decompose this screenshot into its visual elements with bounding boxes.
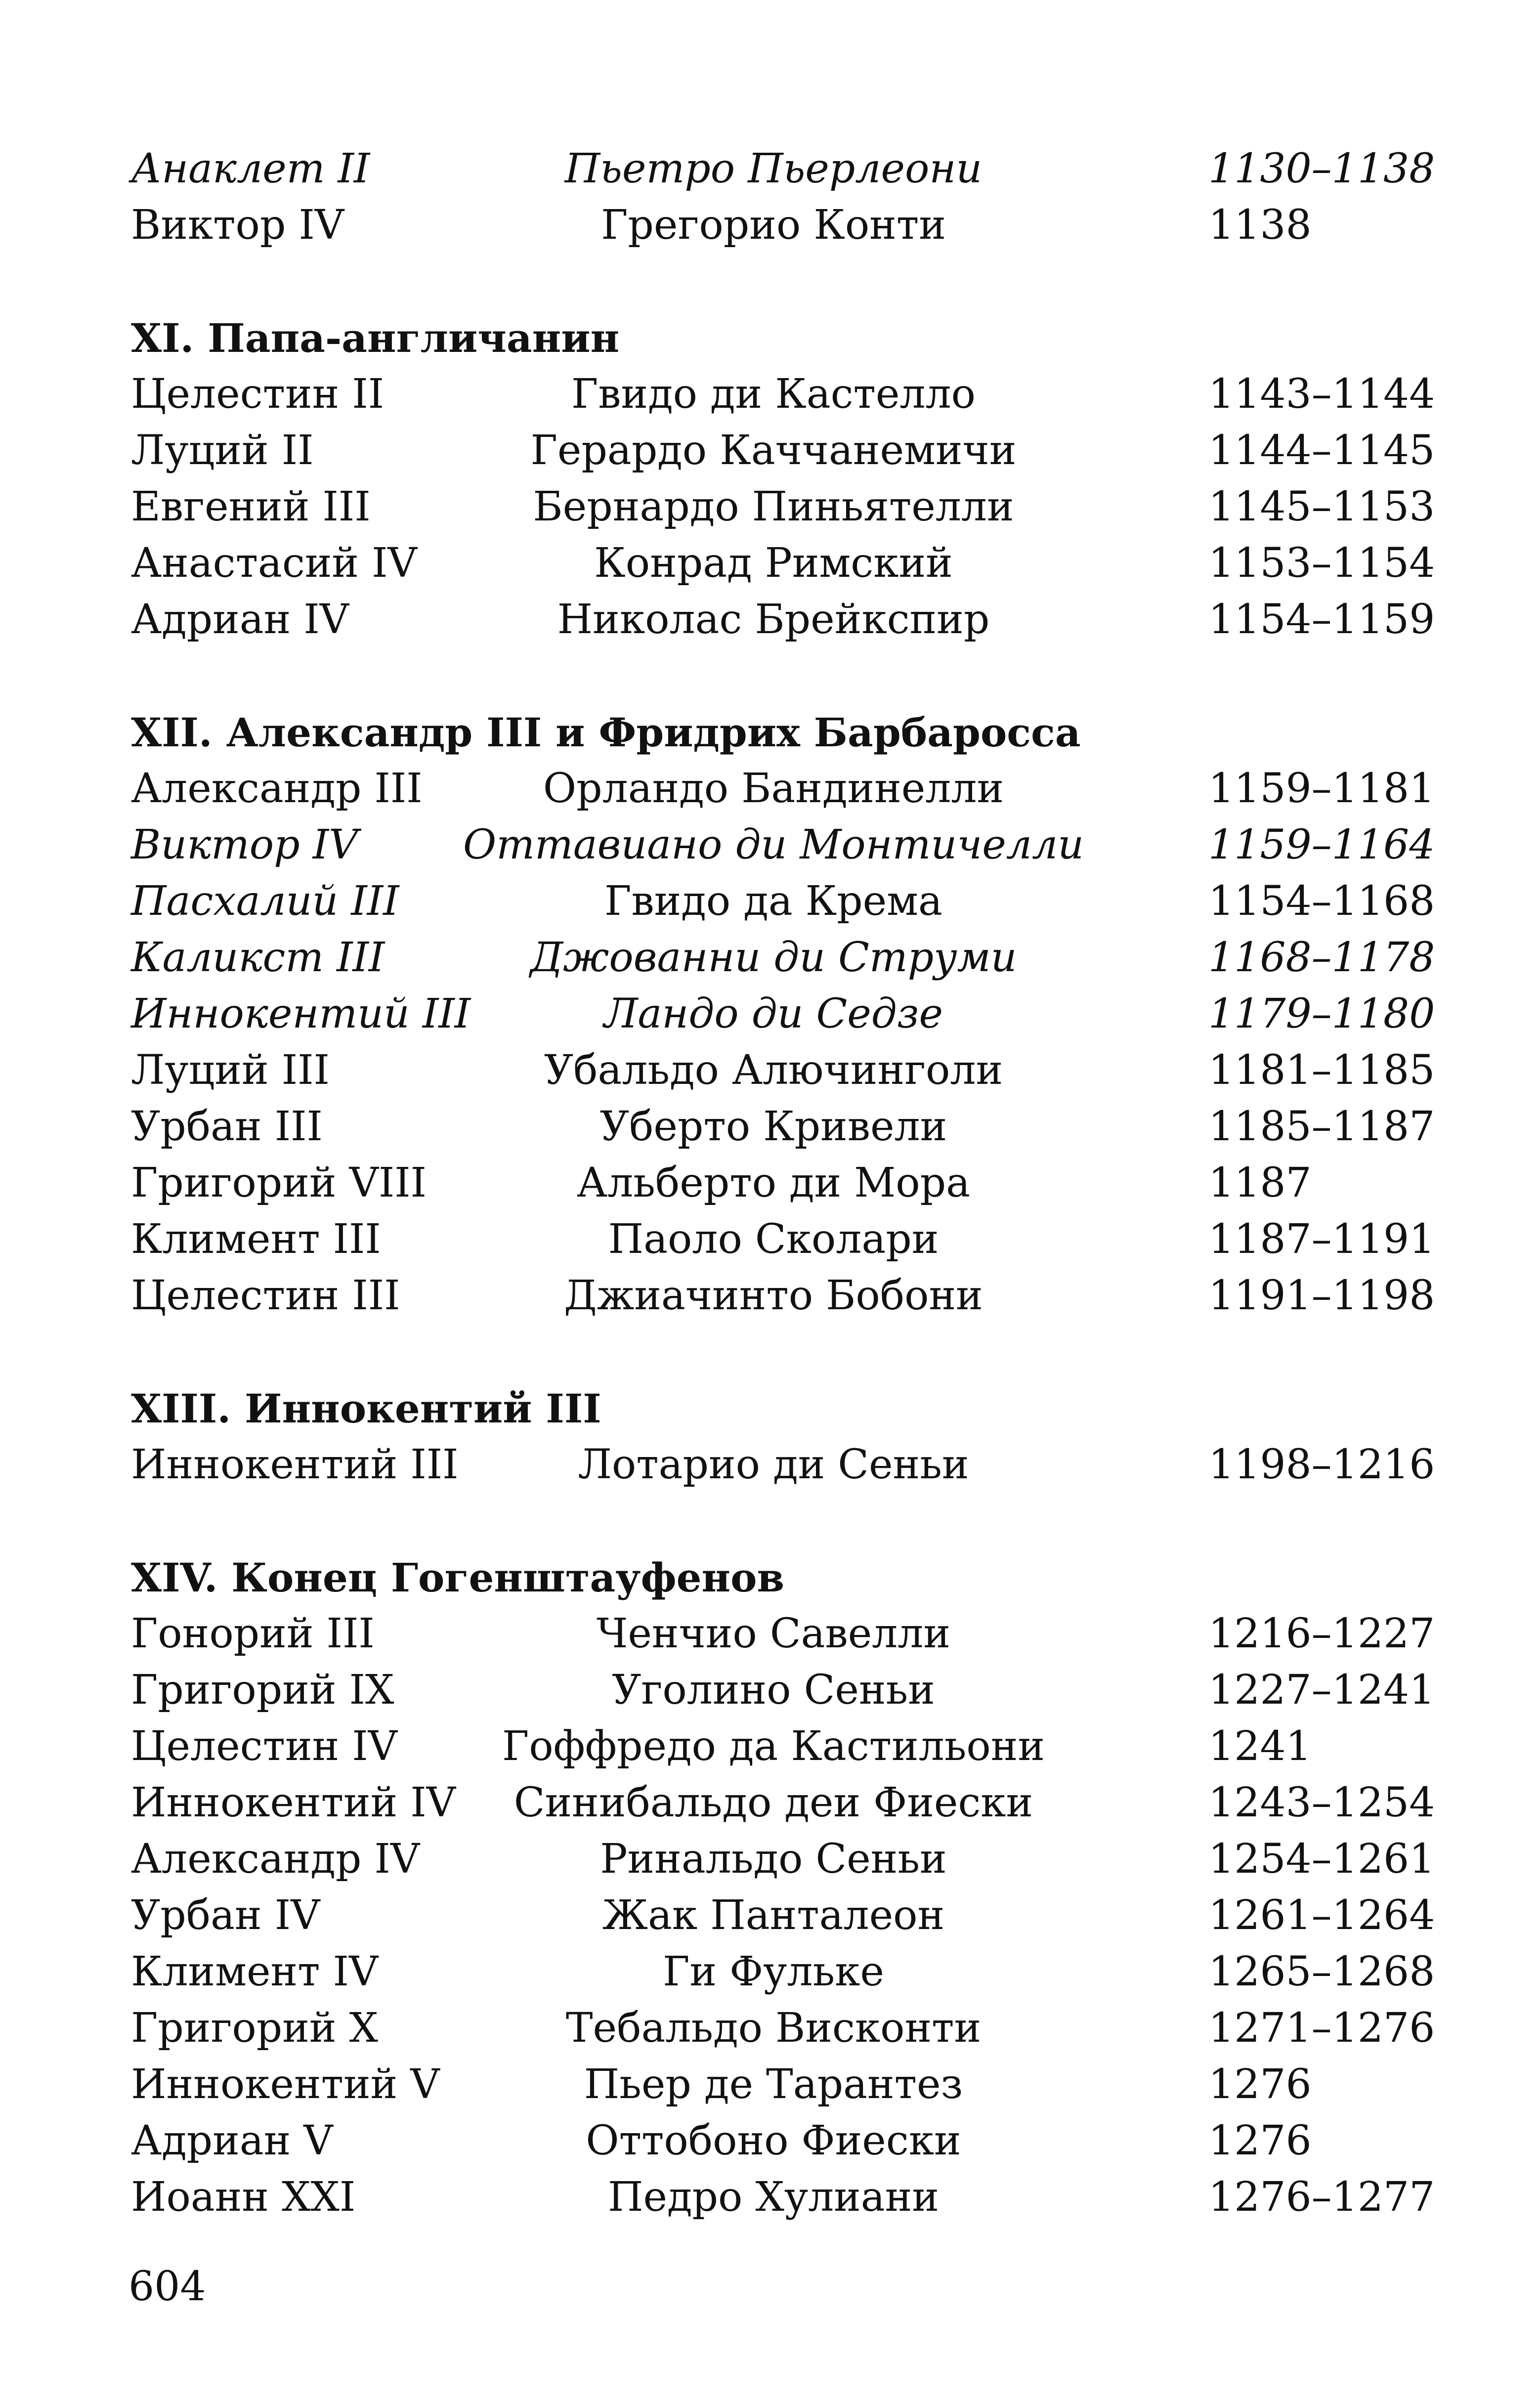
pontificate-years: 1198–1216: [1208, 1441, 1435, 1488]
list-item: [131, 930, 1435, 986]
pope-name: Анаклет II: [131, 145, 370, 192]
section-gap: [131, 648, 1426, 704]
birth-name: Паоло Сколари: [608, 1216, 939, 1263]
list-item: [131, 1662, 1435, 1718]
list-item: [131, 1099, 1435, 1155]
pontificate-years: 1276: [1208, 2117, 1312, 2164]
list-item: [131, 1944, 1435, 2000]
birth-name: Николас Брейкспир: [557, 596, 990, 643]
section-title: XIV. Конец Гогенштауфенов: [131, 1554, 785, 1601]
pope-name: Григорий VIII: [131, 1159, 427, 1206]
pope-name: Александр IV: [131, 1836, 420, 1883]
birth-name: Педро Хулиани: [607, 2174, 940, 2221]
birth-name: Конрад Римский: [594, 540, 953, 587]
birth-name: Оттавиано ди Монтичелли: [463, 821, 1084, 868]
birth-name: Тебальдо Висконти: [565, 2005, 982, 2052]
list-item: [131, 197, 1426, 254]
list-item: [131, 986, 1435, 1042]
list-item: [131, 1211, 1435, 1268]
list-item: [131, 1437, 1435, 1493]
pontificate-years: 1145–1153: [1208, 483, 1435, 530]
list-item: [131, 423, 1435, 479]
pope-name: Виктор IV: [131, 202, 344, 249]
birth-name: Убальдо Алючинголи: [544, 1047, 1003, 1094]
list-item: [131, 2113, 1426, 2169]
pope-name: Климент III: [131, 1216, 381, 1263]
birth-name: Уголино Сеньи: [612, 1667, 935, 1714]
list-item: [131, 761, 1435, 817]
list-item: [131, 2057, 1426, 2113]
pontificate-years: 1216–1227: [1208, 1610, 1435, 1657]
birth-name: Герардо Каччанемичи: [530, 427, 1017, 474]
birth-name: Жак Панталеон: [602, 1892, 945, 1939]
pope-name: Григорий X: [131, 2005, 379, 2052]
birth-name: Уберто Кривели: [599, 1103, 947, 1150]
pontificate-years: 1138: [1208, 202, 1312, 249]
list-item: [131, 2000, 1435, 2057]
pontificate-years: 1243–1254: [1208, 1779, 1435, 1826]
pope-list: [131, 141, 1435, 2226]
pontificate-years: 1276–1277: [1208, 2174, 1435, 2221]
birth-name: Лотарио ди Сеньи: [578, 1441, 969, 1488]
pontificate-years: 1159–1181: [1208, 765, 1435, 812]
list-item: [131, 2169, 1435, 2226]
birth-name: Гвидо ди Кастелло: [571, 371, 976, 418]
pontificate-years: 1143–1144: [1208, 371, 1435, 418]
pontificate-years: 1168–1178: [1208, 934, 1435, 981]
pontificate-years: 1181–1185: [1208, 1047, 1435, 1094]
pope-name: Целестин II: [131, 371, 385, 418]
birth-name: Ченчио Савелли: [596, 1610, 951, 1657]
pontificate-years: 1261–1264: [1208, 1892, 1435, 1939]
list-item: [131, 817, 1435, 873]
pontificate-years: 1241: [1208, 1723, 1312, 1770]
pontificate-years: 1153–1154: [1208, 540, 1435, 587]
pontificate-years: 1130–1138: [1208, 145, 1435, 192]
birth-name: Джиачинто Бобони: [564, 1272, 983, 1319]
birth-name: Ландо ди Седзе: [603, 990, 943, 1037]
list-item: [131, 1831, 1435, 1888]
list-item: [131, 535, 1435, 592]
birth-name: Пьер де Тарантез: [584, 2061, 963, 2108]
list-item: [131, 366, 1435, 423]
pope-name: Каликст III: [131, 934, 385, 981]
pontificate-years: 1187–1191: [1208, 1216, 1435, 1263]
list-item: [131, 479, 1435, 535]
list-item: [131, 1718, 1426, 1775]
birth-name: Джованни ди Струми: [530, 934, 1017, 981]
pope-name: Анастасий IV: [131, 540, 417, 587]
section-gap: [131, 1324, 1426, 1380]
pope-name: Целестин III: [131, 1272, 400, 1319]
pontificate-years: 1276: [1208, 2061, 1312, 2108]
pontificate-years: 1154–1159: [1208, 596, 1435, 643]
birth-name: Бернардо Пиньятелли: [533, 483, 1014, 530]
pope-name: Евгений III: [131, 483, 371, 530]
page-number: 604: [128, 2263, 206, 2310]
section-title: XII. Александр III и Фридрих Барбаросса: [131, 709, 1081, 756]
pope-name: Климент IV: [131, 1948, 379, 1995]
list-item: [131, 1775, 1435, 1831]
pontificate-years: 1159–1164: [1208, 821, 1435, 868]
pope-name: Иннокентий V: [131, 2061, 440, 2108]
pontificate-years: 1154–1168: [1208, 878, 1435, 925]
list-item: [131, 592, 1435, 648]
birth-name: Синибальдо деи Фиески: [513, 1779, 1033, 1826]
pope-name: Григорий IX: [131, 1667, 394, 1714]
section-title: XIII. Иннокентий III: [131, 1385, 601, 1432]
section-gap: [131, 1493, 1426, 1549]
birth-name: Гвидо да Крема: [604, 878, 942, 925]
list-item: [131, 1155, 1426, 1211]
pope-name: Иннокентий IV: [131, 1779, 456, 1826]
birth-name: Гоффредо да Кастильони: [502, 1723, 1045, 1770]
pope-name: Луций II: [131, 427, 314, 474]
list-item: [131, 1606, 1435, 1662]
birth-name: Ги Фульке: [663, 1948, 884, 1995]
list-item: [131, 1268, 1435, 1324]
pope-name: Луций III: [131, 1047, 330, 1094]
pontificate-years: 1227–1241: [1208, 1667, 1435, 1714]
birth-name: Оттобоно Фиески: [586, 2117, 961, 2164]
birth-name: Пьетро Пьерлеони: [564, 145, 983, 192]
pontificate-years: 1179–1180: [1208, 990, 1435, 1037]
list-item: [131, 1888, 1435, 1944]
list-item: [131, 873, 1435, 930]
pope-name: Урбан III: [131, 1103, 323, 1150]
list-item: [131, 1042, 1435, 1099]
birth-name: Грегорио Конти: [601, 202, 946, 249]
section-title: XI. Папа-англичанин: [131, 315, 620, 361]
list-item: [131, 141, 1435, 197]
pope-name: Адриан V: [131, 2117, 333, 2164]
pope-name: Целестин IV: [131, 1723, 397, 1770]
pope-name: Иоанн XXI: [131, 2174, 356, 2221]
pope-name: Виктор IV: [131, 821, 358, 868]
pope-name: Александр III: [131, 765, 423, 812]
pope-name: Пасхалий III: [131, 878, 399, 925]
birth-name: Альберто ди Мора: [577, 1159, 970, 1206]
pontificate-years: 1144–1145: [1208, 427, 1435, 474]
birth-name: Орландо Бандинелли: [543, 765, 1004, 812]
pope-name: Иннокентий III: [131, 990, 471, 1037]
pontificate-years: 1265–1268: [1208, 1948, 1435, 1995]
pope-name: Иннокентий III: [131, 1441, 459, 1488]
section-gap: [131, 254, 1426, 310]
pontificate-years: 1191–1198: [1208, 1272, 1435, 1319]
pontificate-years: 1271–1276: [1208, 2005, 1435, 2052]
pope-name: Урбан IV: [131, 1892, 320, 1939]
pope-name: Гонорий III: [131, 1610, 375, 1657]
pontificate-years: 1185–1187: [1208, 1103, 1435, 1150]
birth-name: Ринальдо Сеньи: [600, 1836, 947, 1883]
pontificate-years: 1254–1261: [1208, 1836, 1435, 1883]
pontificate-years: 1187: [1208, 1159, 1312, 1206]
pope-name: Адриан IV: [131, 596, 349, 643]
